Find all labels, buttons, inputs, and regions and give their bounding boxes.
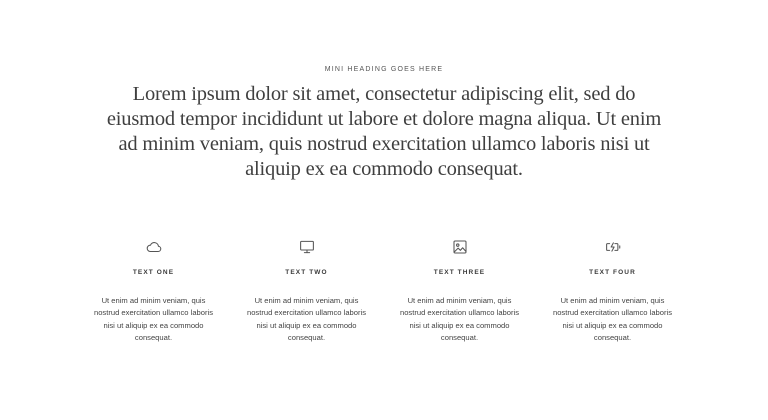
feature-title: TEXT TWO	[285, 269, 328, 276]
feature-text: Ut enim ad minim veniam, quis nostrud exercitation ullamco laboris nisi ut aliquip ex ea commodo consequat.	[93, 296, 214, 342]
feature-title: TEXT THREE	[433, 269, 486, 276]
feature-text: Ut enim ad minim veniam, quis nostrud exercitation ullamco laboris nisi ut aliquip ex ea commodo consequat.	[552, 296, 673, 342]
feature-item-two	[230, 238, 383, 344]
cloud-icon	[145, 238, 163, 256]
mini-heading: MINI HEADING GOES HERE	[324, 66, 444, 73]
feature-title: TEXT FOUR	[589, 269, 636, 276]
feature-text: Ut enim ad minim veniam, quis nostrud exercitation ullamco laboris nisi ut aliquip ex ea commodo consequat.	[399, 296, 520, 342]
features-row	[77, 238, 689, 344]
battery-charging-icon	[604, 238, 622, 256]
lead-paragraph: Lorem ipsum dolor sit amet, consectetur adipiscing elit, sed do eiusmod tempor incididunt ut labore et dolore magna aliqua. Ut enim ad minim veniam, quis nostrud exercitation ullamco laboris nisi ut aliquip ex ea commodo consequat.	[106, 83, 662, 180]
feature-text: Ut enim ad minim veniam, quis nostrud exercitation ullamco laboris nisi ut aliquip ex ea commodo consequat.	[246, 296, 367, 342]
image-icon	[451, 238, 469, 256]
monitor-icon	[298, 238, 316, 256]
feature-item-four	[536, 238, 689, 344]
feature-title: TEXT ONE	[132, 269, 175, 276]
feature-item-one	[77, 238, 230, 344]
feature-item-three	[383, 238, 536, 344]
